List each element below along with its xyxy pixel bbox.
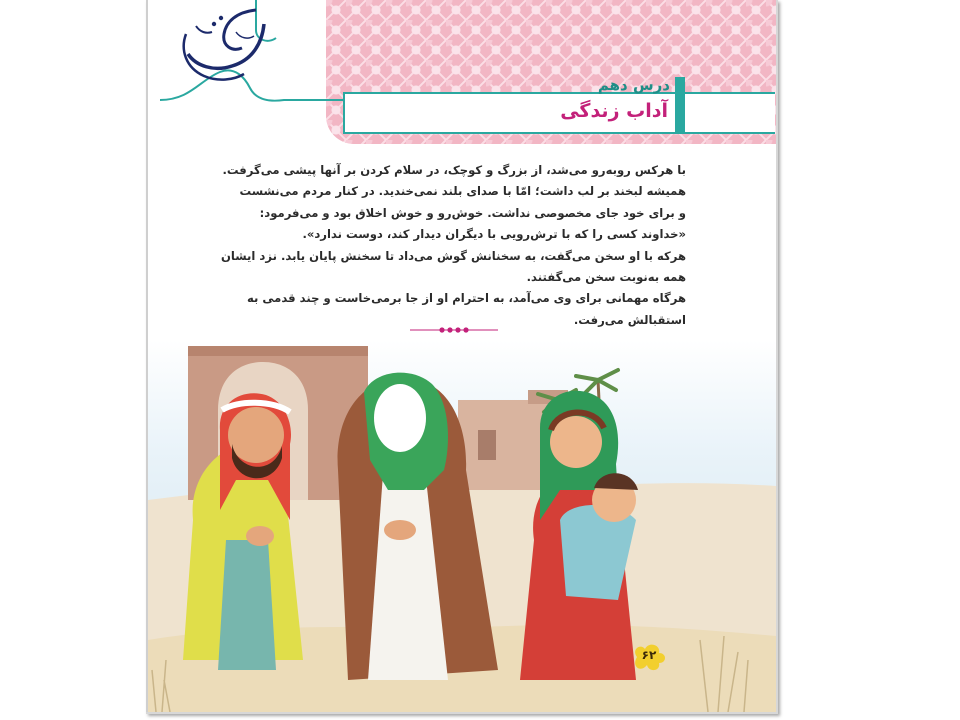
textbook-page	[146, 0, 776, 712]
body-line: همه به‌نوبت سخن می‌گفتند.	[526, 270, 686, 285]
logo-icon	[166, 4, 276, 88]
body-line: «خداوند کسی را که با ترش‌رویی با دیگران دیدار کند، دوست ندارد».	[302, 227, 686, 242]
body-line: با هرکس روبه‌رو می‌شد، از بزرگ و کوچک، در سلام کردن بر آنها پیشی می‌گرفت.	[222, 163, 686, 177]
lesson-title: آداب زندگی	[560, 100, 668, 122]
lesson-tab-marker	[675, 77, 685, 133]
body-line: همیشه لبخند بر لب داشت؛ امّا با صدای بلند نمی‌خندید. در کنار مردم می‌نشست	[239, 184, 686, 199]
body-line: هرکه با او سخن می‌گفت، به سخنانش گوش می‌داد تا سخنش پایان یابد. نزد ایشان	[221, 248, 686, 263]
illustration-scene	[148, 340, 776, 712]
page-number: ۶۲	[641, 648, 657, 662]
body-line: استقبالش می‌رفت.	[573, 312, 686, 327]
page-number-badge	[631, 643, 667, 671]
ornament-divider	[410, 326, 498, 334]
lesson-body-text	[208, 160, 686, 331]
lesson-number: درس دهم	[597, 76, 670, 94]
body-line: و برای خود جای مخصوصی نداشت. خوش‌رو و خوش اخلاق بود و می‌فرمود:	[259, 205, 686, 220]
body-line: هرگاه مهمانی برای وی می‌آمد، به احترام او از جا برمی‌خاست و چند قدمی به	[247, 291, 686, 306]
